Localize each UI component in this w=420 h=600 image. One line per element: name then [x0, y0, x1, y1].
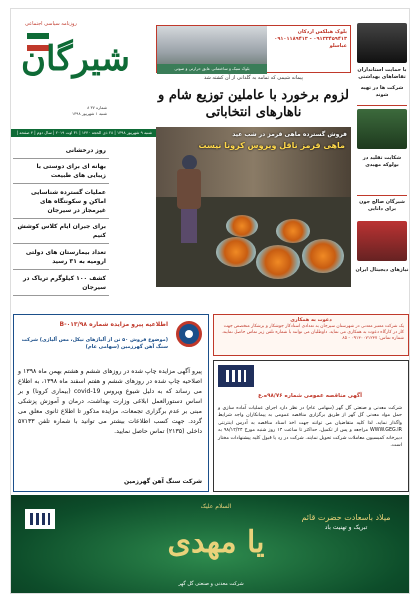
fish-bowl	[276, 219, 310, 243]
notice-body: یک شرکت معتبر معدنی در شهرستان سیرجان به تعدادی استادکار جوشکار و برشکار متخصص جهت کار در کارگاه دعوت به همکاری می نماید. داوطلبان می توانند با شماره تلفن زیر تماس حاصل نمایند. شماره تماس: ۰۹۱۳۰۰۷۱۲۳۷ - ۸۵	[221, 324, 404, 341]
auction-body: پیرو آگهی مزایده چاپ شده در روزهای ششم و هشتم بهمن ماه ۱۳۹۸ و اصلاحیه چاپ شده در روزهای ششم و هفتم اسفند ماه ۱۳۹۸، به اطلاع می رساند که به دلیل شیوع ویروس covid-19 (بیماری کرونا) و بر اساس دستورالعمل ابلاغی وزارت بهداشت، درمان و آموزش پزشکی مبنی بر عدم برگزاری تجمعات، مزایده مذکور تا اطلاع ثانوی معلق می گردد. جهت کسب اطلاعات بیشتر می توانید با شماره تلفن ۵۷۱۳۳ داخلی (۲۱۳۵) تماس حاصل نمایید.	[18, 368, 202, 435]
company-logo-icon	[176, 321, 202, 347]
newspaper-logo[interactable]: شیرگان	[21, 39, 131, 79]
fish-bowl	[302, 239, 344, 273]
top-advertisement[interactable]	[156, 25, 351, 73]
main-headline[interactable]: لزوم برخورد با عاملین توزیع شام و ناهارهای انتخاباتی	[158, 88, 349, 120]
notice-title: دعوت به همکاری	[290, 317, 332, 323]
fish-bowl	[256, 245, 300, 279]
tagline: روزنامه سیاسی اجتماعی	[25, 21, 77, 27]
tender-notice[interactable]	[213, 360, 409, 492]
fish-bowl	[216, 237, 256, 267]
company-logo-icon	[25, 509, 55, 529]
banner-sponsor: شرکت معدنی و صنعتی گل گهر	[178, 581, 244, 587]
edition-line: شماره ۳۷ ۸	[87, 105, 107, 110]
tender-body: شرکت معدنی و صنعتی گل گهر (سهامی عام) در نظر دارد اجرای عملیات آماده سازی و حمل مواد معدنی گل گهر از طریق برگزاری مناقصه عمومی به پیمانکاران واجد شرایط واگذار نماید. لذا کلیه متقاضیان می توانند جهت اخذ اسناد مناقصه به آدرس اینترنتی WWW.GEG.IR مراجعه و پس از تکمیل، حداکثر تا ساعت ۱۴ روز شنبه مورخ ۹۸/۱۲/۲۴ به دبیرخانه کمیسیون معاملات شرکت تحویل نمایند. شرکت در رد یا قبول کلیه پیشنهادات مختار است.	[218, 406, 402, 449]
right-column	[353, 9, 410, 309]
column-text: شکایت تقلید در بولوکه مهیدی	[362, 155, 402, 168]
headline-text: برای جبران ایام کلاس کوشش کنیم	[17, 223, 106, 239]
ad-text	[265, 29, 347, 50]
headline-box[interactable]	[13, 271, 109, 296]
headline-text: عملیات گسترده شناسایی اماکن و سکونتگاه های غیرمجاز در سیرجان	[31, 189, 106, 214]
headline-text: تعداد بیمارستان های دولتی ارومیه به ۳۱ رسید	[25, 249, 106, 265]
headline-text: بهانه ای برای دوستی با زیبایی های طبیعت	[36, 163, 106, 179]
company-logo-icon	[218, 365, 254, 387]
banner-message	[291, 513, 401, 533]
headline-box[interactable]	[13, 245, 109, 270]
ad-line: بلوک هبلکس اردکان	[297, 29, 347, 35]
portrait-photo[interactable]	[357, 109, 407, 149]
child-figure	[174, 155, 204, 245]
column-text: شیرگان صالح جون برای دانایی	[359, 199, 405, 212]
portrait-photo[interactable]	[357, 23, 407, 63]
headline-kicker: پیمانه شیمی که تمامه به گلدانی از آن کشته شد	[203, 75, 304, 81]
banner-message-sub: تبریک و تهنیت باد	[324, 524, 368, 531]
headline-box[interactable]	[13, 219, 109, 244]
auction-notice[interactable]	[13, 314, 209, 492]
main-photo[interactable]	[156, 127, 351, 287]
ads-band	[11, 314, 410, 492]
headline-text: کشف ۱۰۰ کیلوگرم تریاک در سیرجان	[22, 275, 106, 291]
edition-line: شنبه ۱ شهریور ۱۳۹۸	[72, 111, 107, 116]
hiring-notice[interactable]	[213, 314, 409, 356]
portrait-photo[interactable]	[357, 221, 407, 261]
ad-caption: بلوک سبک و ساختمانی عایق حرارتی و صوتی	[174, 66, 250, 71]
ad-line: عباسلو	[329, 43, 347, 49]
auction-title: اطلاعیه پیرو مزایده شماره ۹۸/B-۰۱۳	[59, 321, 168, 328]
newspaper-page	[10, 8, 410, 594]
column-text: شرکت ها در تهیه شوند	[360, 85, 404, 98]
headline-box[interactable]	[13, 185, 109, 219]
tender-title: آگهی مناقصه عمومی شماره ۹۸/۷۶ه.ع	[258, 393, 362, 399]
column-text: نیازهای دیجیتال ایران	[355, 267, 409, 273]
photo-caption: فروش گسترده ماهی قرمز در شب عید	[232, 131, 347, 138]
banner-top-text: السلام علیک	[200, 503, 232, 510]
fish-bowl	[226, 215, 258, 237]
edition-info	[17, 105, 107, 117]
right-ads	[213, 314, 409, 492]
photo-caption-highlight: ماهی قرمز ناقل ویروس کرونا نیست	[198, 141, 345, 150]
headline-box[interactable]	[13, 143, 109, 159]
banner-calligraphy: یا مهدی	[167, 525, 265, 560]
auction-footer: شرکت سنگ آهن گهرزمین	[123, 478, 202, 485]
column-text: با حمایت استانداران تقاضاهای بهداشتی	[357, 67, 407, 80]
banner-message-title: میلاد باسعادت حضرت قائم	[301, 513, 391, 522]
headline-box[interactable]	[13, 159, 109, 184]
greeting-banner[interactable]	[11, 495, 410, 594]
headline-text: روز درخشانی	[65, 147, 106, 154]
auction-subtitle: (موضوع فروش ۵۰ تن از آلیاژهای نیکل، مس آلیاژی) شرکت سنگ آهن گهرزمین (سهامی عام)	[21, 337, 168, 350]
date-bar: شنبه ۹ شهریور ۱۳۹۸ | ۲۸ ذی الحجه ۱۴۴۰ | ۳۱ اوت ۲۰۱۹ | سال دوم | ۴ صفحه | ۵۰۰ تومان	[11, 129, 156, 137]
ad-phone: ۰۹۱۳۳۴۵۹۴۱۳ - ۰۹۱۰۱۱۸۹۴۱۳	[274, 36, 347, 42]
